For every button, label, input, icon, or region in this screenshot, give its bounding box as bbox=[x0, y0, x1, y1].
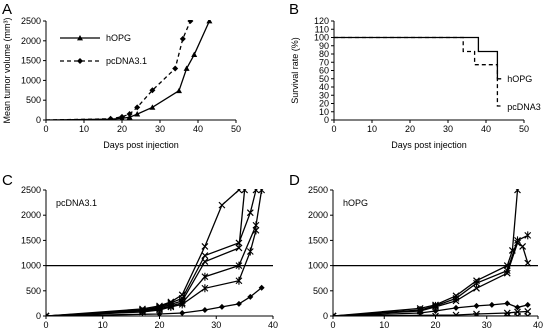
x-tick-label: 0 bbox=[330, 320, 336, 330]
x-tick-label: 40 bbox=[192, 124, 204, 134]
series-line bbox=[46, 288, 262, 316]
x-tick-label: 40 bbox=[267, 320, 279, 330]
panel-letter-c: C bbox=[2, 172, 13, 189]
data-point bbox=[259, 186, 265, 194]
panel-annotation: pcDNA3.1 bbox=[56, 198, 98, 208]
series-line bbox=[334, 38, 501, 107]
series-0 bbox=[334, 38, 501, 79]
data-point bbox=[525, 231, 531, 239]
y-axis-title: Survival rate (%) bbox=[290, 37, 300, 104]
x-tick-label: 10 bbox=[379, 320, 390, 330]
x-tick-label: 20 bbox=[154, 320, 165, 330]
legend-marker-pcdna bbox=[77, 58, 83, 64]
x-tick-label: 20 bbox=[404, 124, 416, 134]
y-tick-label: 50 bbox=[318, 73, 329, 84]
x-axis-title: Days post injection bbox=[391, 140, 467, 150]
y-tick-label: 2000 bbox=[20, 210, 41, 221]
series-line bbox=[333, 190, 518, 316]
y-tick-label: 0 bbox=[35, 311, 41, 321]
data-point bbox=[202, 307, 208, 313]
series-label-pcdna3: pcDNA3 bbox=[507, 101, 541, 112]
y-tick-label: 10 bbox=[318, 106, 329, 117]
data-point bbox=[191, 52, 197, 57]
data-point bbox=[202, 253, 208, 259]
data-point bbox=[187, 18, 193, 24]
y-tick-label: 2500 bbox=[307, 185, 328, 195]
panel-letter-b: B bbox=[289, 1, 300, 18]
data-point bbox=[202, 259, 208, 265]
y-tick-label: 1000 bbox=[20, 260, 41, 271]
x-tick-label: 30 bbox=[481, 320, 492, 330]
data-point bbox=[219, 202, 225, 208]
y-tick-label: 80 bbox=[318, 49, 329, 59]
y-tick-label: 1500 bbox=[307, 235, 328, 246]
x-tick-label: 30 bbox=[154, 124, 166, 134]
data-point bbox=[247, 247, 253, 255]
data-point bbox=[525, 302, 531, 308]
y-tick-label: 1500 bbox=[20, 235, 41, 246]
chart-panel-d bbox=[308, 185, 543, 330]
series-line bbox=[46, 190, 262, 316]
y-axis-title: Mean tumor volume (mm³) bbox=[2, 17, 12, 124]
x-tick-label: 40 bbox=[532, 320, 543, 330]
x-tick-label: 50 bbox=[518, 124, 530, 134]
data-point bbox=[176, 88, 182, 93]
series-label-hopg: hOPG bbox=[507, 73, 533, 84]
x-tick-label: 10 bbox=[97, 320, 108, 330]
data-point bbox=[219, 304, 225, 310]
y-tick-label: 500 bbox=[312, 285, 328, 296]
y-tick-label: 2000 bbox=[307, 210, 328, 221]
series-line bbox=[46, 190, 245, 316]
x-tick-label: 50 bbox=[230, 124, 242, 134]
y-tick-label: 90 bbox=[318, 40, 329, 51]
x-tick-label: 0 bbox=[43, 320, 49, 330]
x-tick-label: 30 bbox=[442, 124, 454, 134]
y-tick-label: 70 bbox=[318, 57, 329, 68]
series-1 bbox=[334, 38, 501, 107]
chart-panel-b bbox=[290, 16, 541, 150]
x-tick-label: 0 bbox=[331, 124, 337, 134]
y-tick-label: 2000 bbox=[20, 35, 41, 46]
y-tick-label: 0 bbox=[35, 115, 41, 125]
y-tick-label: 2500 bbox=[20, 16, 41, 26]
data-point bbox=[108, 116, 114, 122]
y-tick-label: 30 bbox=[318, 90, 329, 101]
x-tick-label: 20 bbox=[116, 124, 128, 134]
y-tick-label: 500 bbox=[25, 95, 41, 106]
y-tick-label: 2500 bbox=[20, 185, 41, 195]
y-tick-label: 60 bbox=[318, 65, 329, 76]
data-point bbox=[474, 303, 480, 309]
chart-panel-a bbox=[2, 16, 241, 150]
data-point bbox=[184, 66, 190, 71]
x-tick-label: 0 bbox=[43, 124, 49, 134]
data-point bbox=[236, 187, 242, 193]
data-point bbox=[179, 310, 185, 316]
series-line bbox=[46, 230, 256, 316]
panel-annotation: hOPG bbox=[343, 198, 369, 208]
x-tick-label: 20 bbox=[430, 320, 441, 330]
data-point bbox=[172, 66, 178, 72]
y-tick-label: 0 bbox=[322, 311, 328, 321]
legend-label-pcdna: pcDNA3.1 bbox=[106, 56, 148, 66]
data-point bbox=[453, 305, 459, 311]
series-line bbox=[46, 190, 256, 316]
legend bbox=[60, 33, 147, 66]
series-1 bbox=[330, 231, 531, 320]
data-point bbox=[180, 36, 186, 42]
y-tick-label: 20 bbox=[318, 98, 329, 109]
y-tick-label: 1000 bbox=[20, 75, 41, 86]
x-tick-label: 40 bbox=[480, 124, 492, 134]
panel-letter-a: A bbox=[2, 1, 13, 18]
y-tick-label: 100 bbox=[313, 32, 329, 43]
y-tick-label: 120 bbox=[313, 16, 329, 26]
data-point bbox=[202, 243, 208, 249]
y-tick-label: 500 bbox=[25, 285, 41, 296]
panel-letter-d: D bbox=[289, 172, 300, 189]
y-tick-label: 1500 bbox=[20, 55, 41, 66]
x-tick-label: 10 bbox=[366, 124, 378, 134]
chart-panel-c bbox=[21, 185, 278, 330]
x-axis-title: Days post injection bbox=[103, 140, 179, 150]
series-line bbox=[334, 38, 501, 79]
y-tick-label: 40 bbox=[318, 82, 329, 92]
data-point bbox=[489, 302, 495, 308]
data-point bbox=[206, 18, 212, 23]
data-point bbox=[504, 300, 510, 306]
y-tick-label: 110 bbox=[314, 24, 329, 35]
legend-label-hopg: hOPG bbox=[106, 33, 132, 43]
y-tick-label: 0 bbox=[323, 115, 329, 125]
y-tick-label: 1000 bbox=[307, 260, 328, 271]
x-tick-label: 30 bbox=[211, 320, 222, 330]
data-point bbox=[149, 104, 155, 109]
series-line bbox=[333, 243, 528, 316]
x-tick-label: 10 bbox=[78, 124, 90, 134]
